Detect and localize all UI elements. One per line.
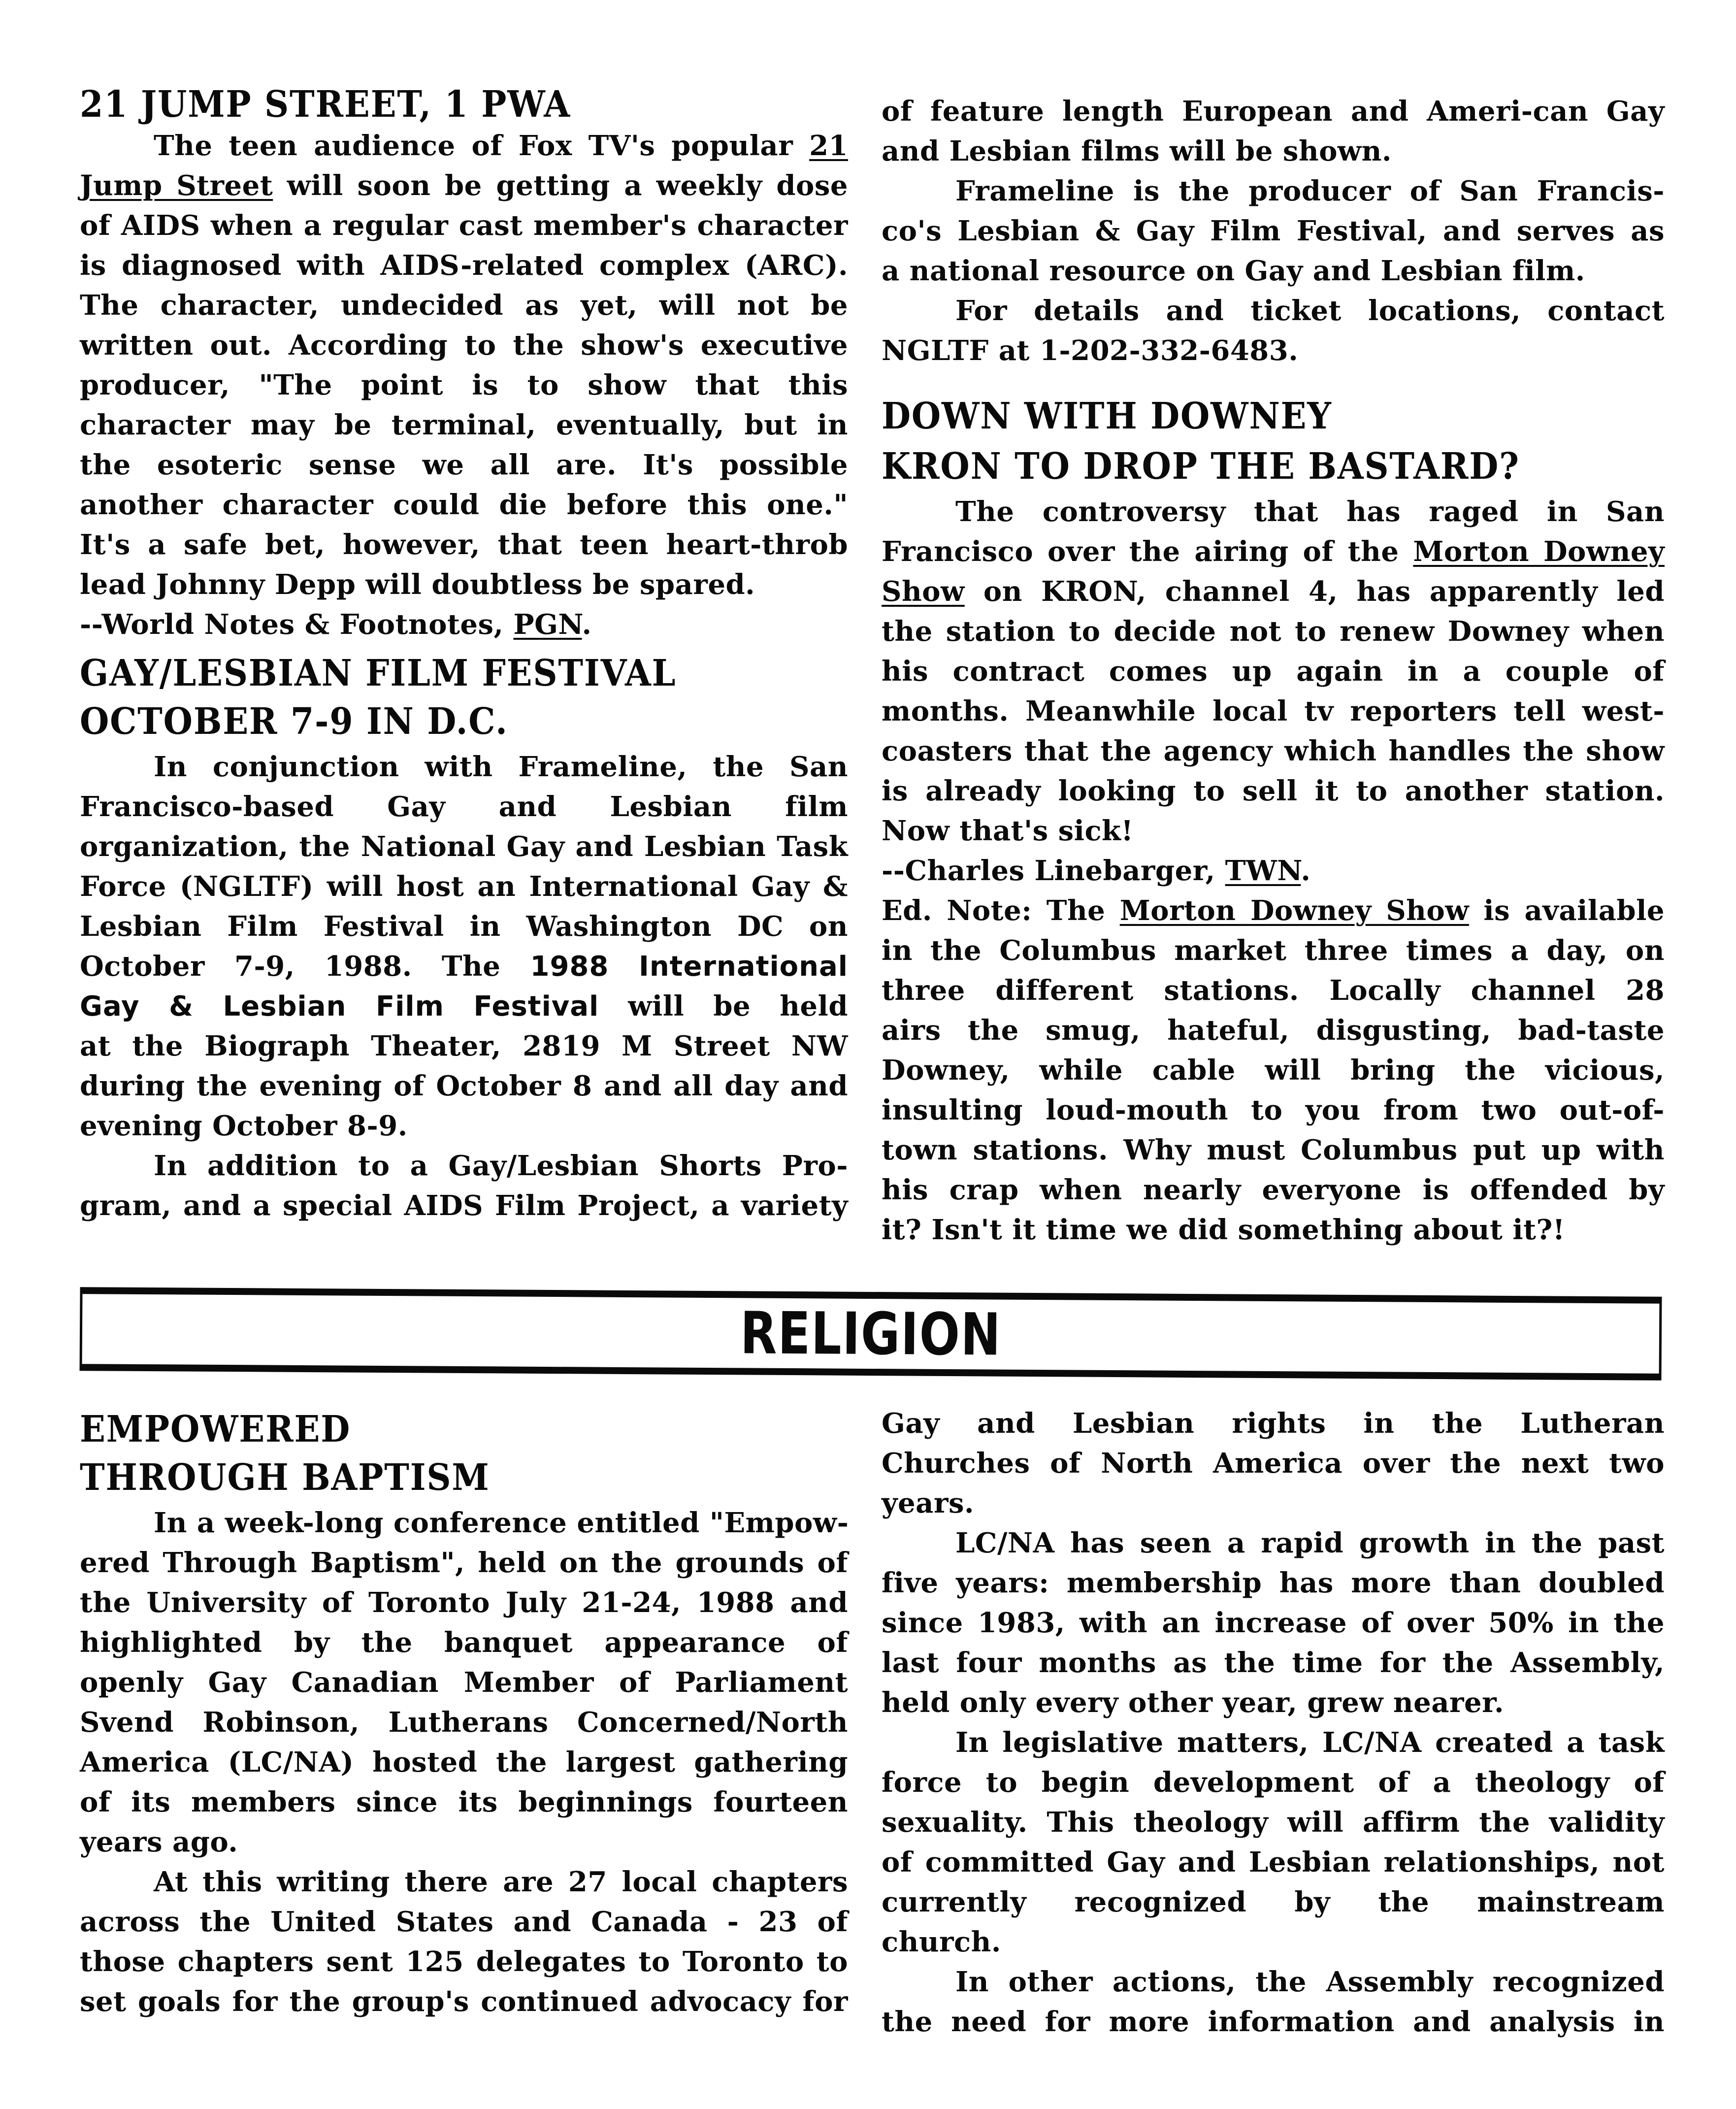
text-line: and Lesbian films will be shown. xyxy=(882,135,1392,167)
text-line: Now that's sick! xyxy=(882,815,1134,847)
right-column-bottom xyxy=(882,1404,1665,2042)
text-line: organization, the National Gay and Lesbian Task xyxy=(80,830,848,863)
headline-downey-2: KRON TO DROP THE BASTARD? xyxy=(882,445,1520,488)
text-line: church. xyxy=(882,1926,1001,1958)
headline-baptism-2: THROUGH BAPTISM xyxy=(80,1456,490,1499)
text-line: since 1983, with an increase of over 50% in the xyxy=(882,1607,1665,1639)
left-column-top xyxy=(80,79,848,1226)
text-line: In conjunction with Frameline, the San xyxy=(154,751,848,783)
text-line: his contract comes up again in a couple of xyxy=(882,655,1665,688)
text-line: in the Columbus market three times a day, on xyxy=(882,934,1665,967)
text-line: of its members since its beginnings fourteen xyxy=(80,1786,848,1818)
text-line: October 7-9, 1988. The 1988 International xyxy=(80,950,848,983)
text-line: is diagnosed with AIDS-related complex (ARC). xyxy=(80,249,848,282)
text-line: For details and ticket locations, contact xyxy=(955,295,1665,327)
article-film-festival xyxy=(80,648,848,1226)
headline-baptism-1: EMPOWERED xyxy=(80,1408,351,1450)
text-line: years ago. xyxy=(80,1826,238,1858)
text-line: insulting loud-mouth to you from two out-of- xyxy=(882,1094,1665,1126)
text-line: set goals for the group's continued advocacy for xyxy=(80,1985,848,2018)
text-line: evening October 8-9. xyxy=(80,1110,408,1142)
headline-film-festival-2: OCTOBER 7-9 IN D.C. xyxy=(80,700,508,743)
article-empowered-through-baptism xyxy=(80,1404,848,2022)
text-line: The character, undecided as yet, will not be xyxy=(80,289,848,322)
headline-downey-1: DOWN WITH DOWNEY xyxy=(882,395,1332,437)
title-morton-downey-show: Morton Downey Show xyxy=(1119,894,1469,927)
text-line: force to begin development of a theology of xyxy=(882,1766,1665,1799)
source-twn: TWN xyxy=(1225,855,1301,887)
section-banner-religion xyxy=(80,1287,1662,1381)
text-line: another character could die before this one." xyxy=(80,489,848,521)
text-line: is already looking to sell it to another station. xyxy=(882,775,1665,807)
headline-21-jump-street: 21 JUMP STREET, 1 PWA xyxy=(80,83,571,126)
text-line: last four months as the time for the Assembly, xyxy=(882,1647,1665,1679)
text-line: ered Through Baptism", held on the grounds of xyxy=(80,1547,848,1579)
text-line: Lesbian Film Festival in Washington DC on xyxy=(80,910,848,943)
festival-name-bold: Gay & Lesbian Film Festival xyxy=(80,990,599,1022)
text-line: of committed Gay and Lesbian relationships, not xyxy=(882,1846,1665,1878)
text-line: of AIDS when a regular cast member's character xyxy=(80,209,848,242)
text-line: the University of Toronto July 21-24, 1988 and xyxy=(80,1586,848,1619)
text-line: Francisco-based Gay and Lesbian film xyxy=(80,791,848,823)
article-21-jump-street xyxy=(80,79,848,645)
text-line: during the evening of October 8 and all day and xyxy=(80,1070,848,1102)
text-line: gram, and a special AIDS Film Project, a variety xyxy=(80,1189,848,1222)
text-line: America (LC/NA) hosted the largest gathering xyxy=(80,1746,848,1779)
right-column-top xyxy=(882,92,1665,1250)
text-line: his crap when nearly everyone is offended by xyxy=(882,1174,1665,1206)
left-column-bottom xyxy=(80,1404,848,2022)
source-credit: --Charles Linebarger, TWN. xyxy=(882,855,1311,887)
text-line: airs the smug, hateful, disgusting, bad-taste xyxy=(882,1014,1665,1047)
text-line: Downey, while cable will bring the vicious, xyxy=(882,1054,1665,1087)
text-line: those chapters sent 125 delegates to Toronto to xyxy=(80,1945,848,1978)
text-line: lead Johnny Depp will doubtless be spared. xyxy=(80,568,755,601)
text-line: Gay and Lesbian rights in the Lutheran xyxy=(882,1407,1665,1440)
text-line: written out. According to the show's executive xyxy=(80,329,848,362)
text-line: The teen audience of Fox TV's popular 21 xyxy=(154,130,848,162)
text-line: LC/NA has seen a rapid growth in the past xyxy=(955,1527,1665,1559)
text-line: it? Isn't it time we did something about it?! xyxy=(882,1214,1565,1246)
text-line: years. xyxy=(882,1487,974,1519)
text-line: Gay & Lesbian Film Festival will be held xyxy=(80,990,848,1022)
text-line: the need for more information and analysis in xyxy=(882,2006,1665,2038)
title-jump-street: Jump Street xyxy=(80,169,273,202)
source-pgn: PGN xyxy=(513,608,582,641)
headline-film-festival-1: GAY/LESBIAN FILM FESTIVAL xyxy=(80,652,677,694)
text-line: character may be terminal, eventually, but in xyxy=(80,409,848,441)
text-line: town stations. Why must Columbus put up with xyxy=(882,1134,1665,1166)
text-line: The controversy that has raged in San xyxy=(955,495,1665,528)
text-line: coasters that the agency which handles the show xyxy=(882,735,1665,767)
text-line: currently recognized by the mainstream xyxy=(882,1886,1665,1918)
editor-note: Ed. Note: The Morton Downey Show is available xyxy=(882,894,1665,927)
source-credit: --World Notes & Footnotes, PGN. xyxy=(80,608,592,641)
text-line: co's Lesbian & Gay Film Festival, and serves as xyxy=(882,215,1665,247)
text-line: In a week-long conference entitled "Empow- xyxy=(154,1507,849,1539)
text-line: three different stations. Locally channel 28 xyxy=(882,974,1665,1007)
title-21-jump-street: 21 xyxy=(809,130,848,162)
text-line: Svend Robinson, Lutherans Concerned/North xyxy=(80,1706,848,1739)
text-line: Force (NGLTF) will host an International Gay & xyxy=(80,870,848,903)
text-line: At this writing there are 27 local chapters xyxy=(154,1866,848,1898)
article-empowered-through-baptism-continued xyxy=(882,1404,1665,2042)
title-show: Show xyxy=(882,575,965,608)
text-line: the esoteric sense we all are. It's possible xyxy=(80,449,848,481)
text-line: a national resource on Gay and Lesbian film. xyxy=(882,255,1585,287)
title-morton-downey: Morton Downey xyxy=(1413,535,1665,568)
text-line: openly Gay Canadian Member of Parliament xyxy=(80,1666,848,1699)
text-line: five years: membership has more than doubled xyxy=(882,1567,1665,1599)
text-line: Jump Street will soon be getting a weekly dose xyxy=(80,169,848,202)
text-line: In other actions, the Assembly recognized xyxy=(955,1966,1665,1998)
text-line: of feature length European and Ameri-can Gay xyxy=(882,95,1665,128)
text-line: Frameline is the producer of San Francis- xyxy=(955,175,1665,207)
article-film-festival-continued xyxy=(882,92,1665,371)
text-line: In legislative matters, LC/NA created a task xyxy=(955,1726,1665,1759)
text-line: Churches of North America over the next two xyxy=(882,1447,1665,1480)
text-line: across the United States and Canada - 23 of xyxy=(80,1906,848,1938)
text-line: In addition to a Gay/Lesbian Shorts Pro- xyxy=(154,1150,848,1182)
text-line: Show on KRON, channel 4, has apparently led xyxy=(882,575,1665,608)
text-line: at the Biograph Theater, 2819 M Street NW xyxy=(80,1030,848,1062)
text-line: held only every other year, grew nearer. xyxy=(882,1686,1505,1719)
text-line: Francisco over the airing of the Morton Downey xyxy=(882,535,1665,568)
text-line: sexuality. This theology will affirm the validity xyxy=(882,1806,1665,1839)
text-line: the station to decide not to renew Downey when xyxy=(882,615,1665,648)
text-line: months. Meanwhile local tv reporters tell west- xyxy=(882,695,1665,727)
text-line: It's a safe bet, however, that teen heart-throb xyxy=(80,528,848,561)
text-line: producer, "The point is to show that this xyxy=(80,369,848,401)
section-title: RELIGION xyxy=(740,1299,1002,1369)
contact-phone: NGLTF at 1-202-332-6483. xyxy=(882,334,1299,367)
festival-name-bold: 1988 International xyxy=(530,951,848,983)
article-down-with-downey xyxy=(882,391,1665,1250)
text-line: highlighted by the banquet appearance of xyxy=(80,1626,848,1659)
